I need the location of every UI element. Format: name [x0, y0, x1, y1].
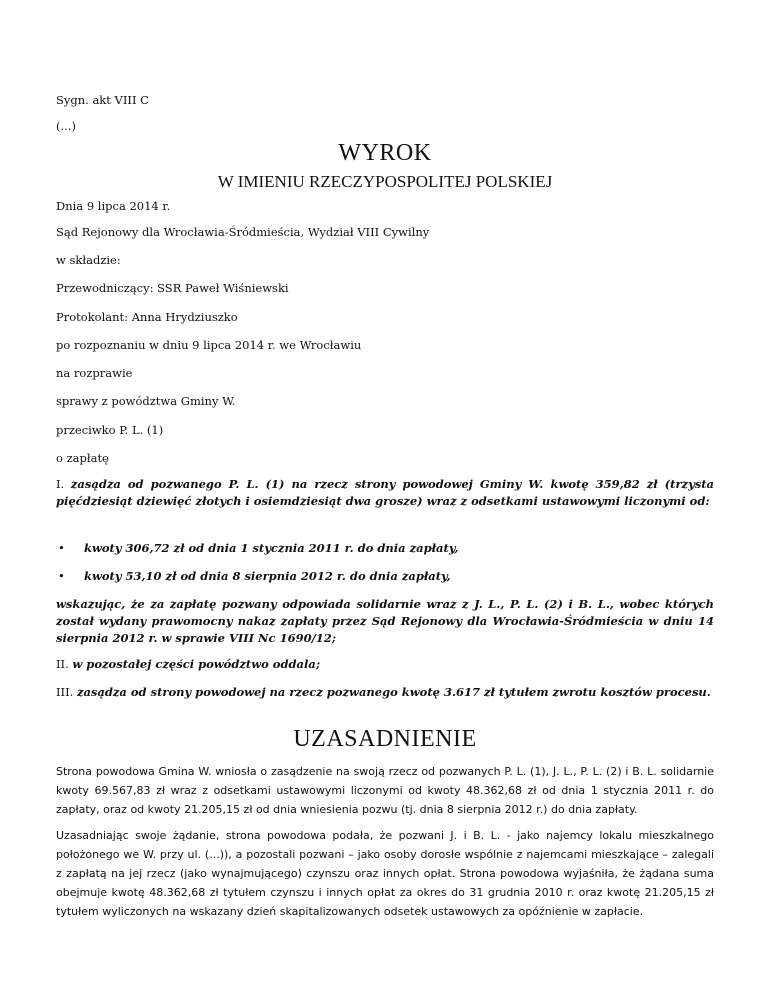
- court-name: Sąd Rejonowy dla Wrocławia-Śródmieścia, Wydział VIII Cywilny: [56, 225, 430, 239]
- ruling-point-2-number: II.: [56, 657, 69, 671]
- ruling-point-1-continuation: wskazując, że za zapłatę pozwany odpowiada solidarnie wraz z J. L., P. L. (2) i B. L., wobec których został wydany prawomocny nakaz zapłaty przez Sąd Rejonowy dla Wrocławia-Śródmieścia w dniu 14 sierpnia 2012 r. w sprawie VIII Nc 1690/12;: [56, 597, 714, 645]
- bullet-icon: •: [58, 569, 65, 583]
- composition-label: w składzie:: [56, 253, 121, 267]
- justification-paragraph-2: Uzasadniając swoje żądanie, strona powodowa podała, że pozwani J. i B. L. - jako najemcy lokalu mieszkalnego położonego we W. przy ul. (...)), a pozostali pozwani – jako osoby dorosłe wspólnie z najemcami mieszkające – zalegali z zapłatą na jej rzecz (jako wynajmującego) czynszu oraz innych opłat. Strona powodowa wyjaśniła, że żądana suma obejmuje kwotę 48.362,68 zł tytułem czynszu i innych opłat za okres do 31 grudnia 2010 r. oraz kwotę 21.205,15 zł tytułem wyliczonych na wskazany dzień skapitalizowanych odsetek ustawowych za opóźnienie w zapłacie.: [56, 829, 714, 918]
- court-clerk: Protokolant: Anna Hrydziuszko: [56, 310, 238, 324]
- judgment-date: Dnia 9 lipca 2014 r.: [56, 199, 171, 213]
- bullet-icon: •: [58, 541, 65, 555]
- document-subtitle: W IMIENIU RZECZYPOSPOLITEJ POLSKIEJ: [217, 172, 553, 191]
- case-subject: o zapłatę: [56, 451, 109, 465]
- ruling-point-3: [56, 684, 714, 701]
- ruling-point-1: [56, 476, 714, 510]
- case-signature: Sygn. akt VIII C: [56, 93, 149, 107]
- case-defendant: przeciwko P. L. (1): [56, 423, 164, 437]
- chair-judge: Przewodniczący: SSR Paweł Wiśniewski: [56, 281, 289, 295]
- ruling-point-3-number: III.: [56, 685, 74, 699]
- document-title: WYROK: [338, 140, 432, 166]
- hearing-info: po rozpoznaniu w dniu 9 lipca 2014 r. we Wrocławiu: [56, 338, 362, 352]
- ruling-bullet-text: kwoty 306,72 zł od dnia 1 stycznia 2011 r. do dnia zapłaty,: [84, 541, 459, 555]
- justification-title: UZASADNIENIE: [293, 726, 477, 752]
- ruling-point-2-text: w pozostałej części powództwo oddala;: [72, 657, 321, 671]
- ruling-point-2: [56, 656, 714, 673]
- ruling-point-3-text: zasądza od strony powodowej na rzecz pozwanego kwotę 3.617 zł tytułem zwrotu kosztów procesu.: [76, 685, 711, 699]
- ruling-point-1-text: zasądza od pozwanego P. L. (1) na rzecz strony powodowej Gminy W. kwotę 359,82 zł (trzysta pięćdziesiąt dziewięć złotych i osiemdziesiąt dwa grosze) wraz z odsetkami ustawowymi liczonymi od:: [56, 477, 714, 508]
- ruling-bullet-text: kwoty 53,10 zł od dnia 8 sierpnia 2012 r. do dnia zapłaty,: [84, 569, 451, 583]
- justification-paragraph-1: Strona powodowa Gmina W. wniosła o zasądzenie na swoją rzecz od pozwanych P. L. (1), J. L., P. L. (2) i B. L. solidarnie kwoty 69.567,83 zł wraz z odsetkami ustawowymi liczonymi od kwoty 48.362,68 zł od dnia 1 stycznia 2011 r. do zapłaty, oraz od kwoty 21.205,15 zł od dnia wniesienia pozwu (tj. dnia 8 sierpnia 2012 r.) do dnia zapłaty.: [56, 765, 714, 816]
- case-plaintiff: sprawy z powództwa Gminy W.: [56, 394, 236, 408]
- session-type: na rozprawie: [56, 366, 133, 380]
- ellipsis-text: (...): [56, 119, 76, 133]
- ruling-point-1-number: I.: [56, 477, 65, 491]
